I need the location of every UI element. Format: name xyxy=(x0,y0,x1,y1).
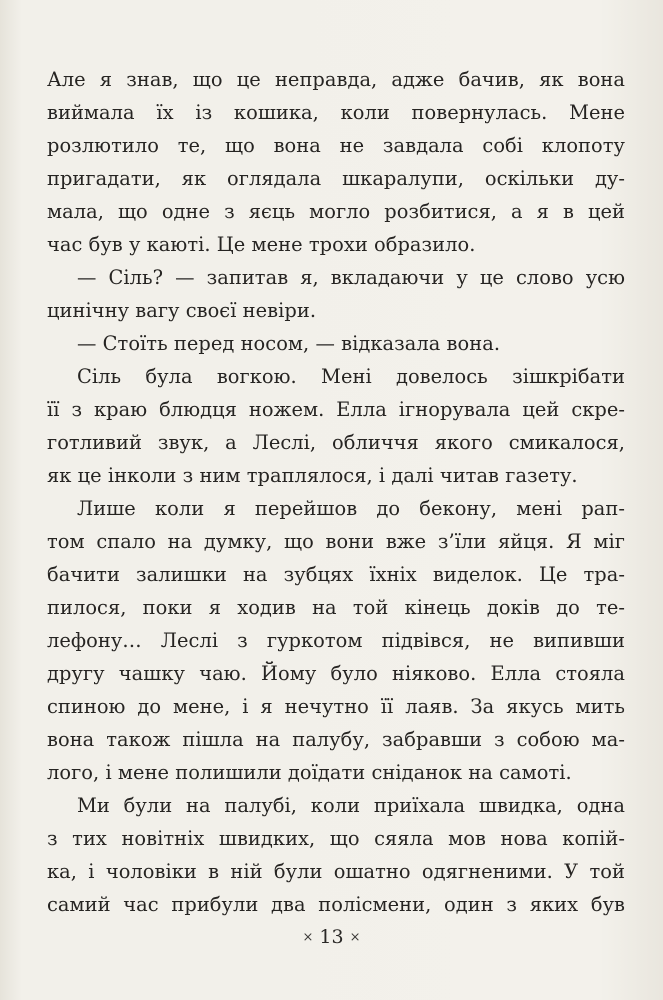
text-line: лого, і мене полишили доїдати сніданок на самоті. xyxy=(47,761,572,784)
text-line: пригадати, як оглядала шкаралупи, оскільки ду- xyxy=(47,167,625,190)
text-line: як це інколи з ним траплялося, і далі читав газету. xyxy=(47,464,578,487)
text-line: бачити залишки на зубцях їхніх виделок. Це тра- xyxy=(47,563,625,586)
page-number-mark-left: × xyxy=(302,930,314,945)
text-line: цинічну вагу своєї невіри. xyxy=(47,299,317,322)
page-number-mark-right: × xyxy=(349,930,361,945)
text-line: самий час прибули два полісмени, один з яких був xyxy=(47,893,625,916)
text-line: Ми були на палубі, коли приїхала швидка, одна xyxy=(77,794,625,817)
text-line: виймала їх із кошика, коли повернулась. Мене xyxy=(47,101,625,124)
text-line: вона також пішла на палубу, забравши з собою ма- xyxy=(47,728,625,751)
page-number-value: 13 xyxy=(319,926,344,948)
body-text xyxy=(47,63,625,921)
text-line: лефону… Леслі з гуркотом підвівся, не випивши xyxy=(47,629,625,652)
text-line: мала, що одне з яєць могло розбитися, а я в цей xyxy=(47,200,625,223)
text-line: Лише коли я перейшов до бекону, мені рап- xyxy=(77,497,625,520)
text-line: її з краю блюдця ножем. Елла ігнорувала цей скре- xyxy=(47,398,625,421)
page-number xyxy=(0,925,663,950)
text-line: готливий звук, а Леслі, обличчя якого смикалося, xyxy=(47,431,625,454)
text-line: — Сіль? — запитав я, вкладаючи у це слово усю xyxy=(77,266,625,289)
text-line: Але я знав, що це неправда, адже бачив, як вона xyxy=(47,68,625,91)
text-line: — Стоїть перед носом, — відказала вона. xyxy=(77,332,501,355)
text-line: час був у каюті. Це мене трохи образило. xyxy=(47,233,476,256)
text-line: з тих новітніх швидких, що сяяла мов нова копій- xyxy=(47,827,625,850)
text-line: пилося, поки я ходив на той кінець доків до те- xyxy=(47,596,625,619)
text-line: Сіль була вогкою. Мені довелось зішкрібати xyxy=(77,365,625,388)
text-line: другу чашку чаю. Йому було ніяково. Елла стояла xyxy=(47,662,625,685)
text-line: спиною до мене, і я нечутно її лаяв. За якусь мить xyxy=(47,695,625,718)
text-line: ка, і чоловіки в ній були ошатно одягненими. У той xyxy=(47,860,625,883)
text-line: том спало на думку, що вони вже з’їли яйця. Я міг xyxy=(47,530,625,553)
text-line: розлютило те, що вона не завдала собі клопоту xyxy=(47,134,625,157)
